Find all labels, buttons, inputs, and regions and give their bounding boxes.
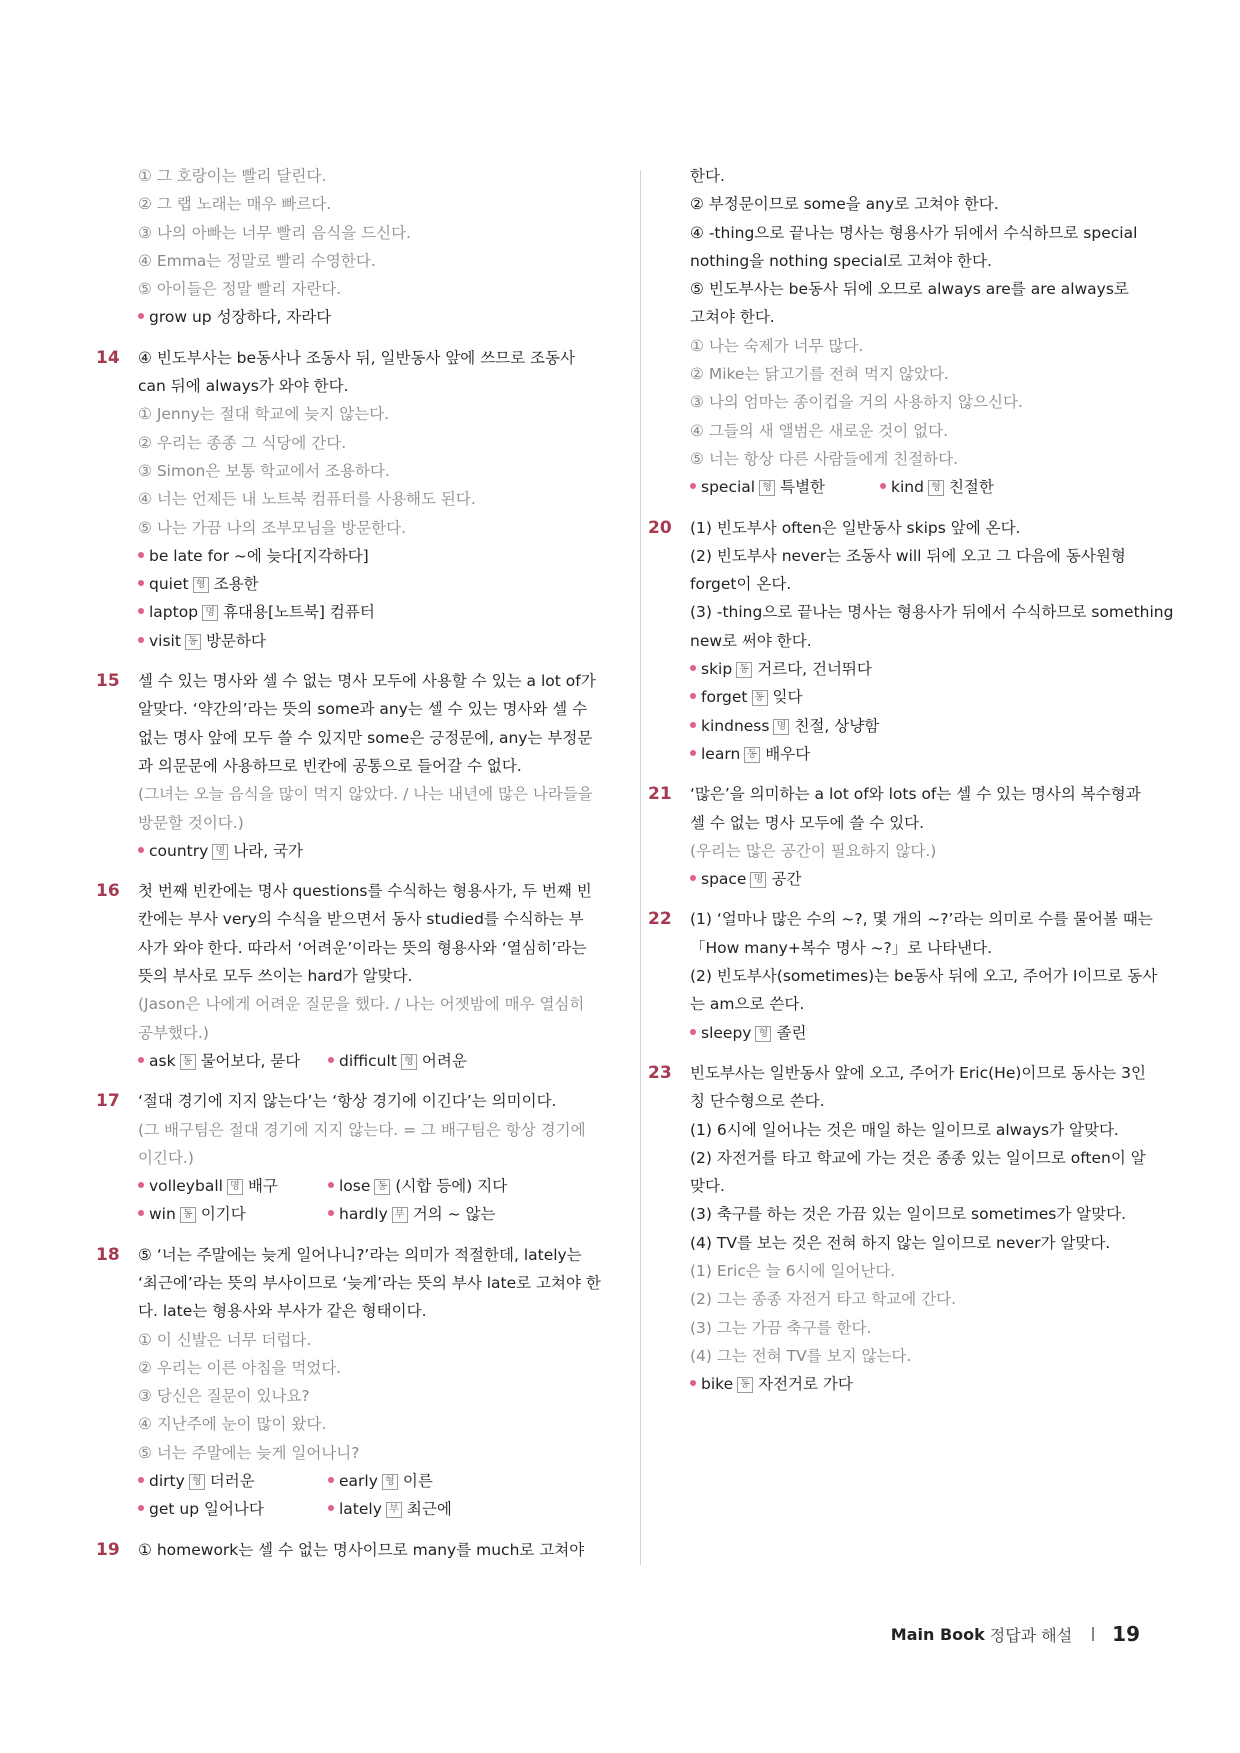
vocab-item	[328, 1200, 518, 1228]
explanation-line: 「How many+복수 명사 ~?」로 나타낸다.	[690, 938, 993, 957]
question-number: 14	[96, 347, 120, 368]
bullet-icon	[690, 483, 696, 489]
explanation-line: ‘최근에’라는 뜻의 부사이므로 ‘늦게’라는 뜻의 부사 late로 고쳐야 한	[138, 1273, 601, 1292]
vocab-meaning: (시합 등에) 지다	[395, 1177, 508, 1196]
question-19-continued	[690, 162, 1136, 502]
vocab-item	[138, 1172, 328, 1200]
vocab-meaning: 어려운	[421, 1051, 467, 1070]
bullet-icon	[690, 875, 696, 881]
vocab-item	[328, 1467, 518, 1495]
footer-separator	[1092, 1627, 1094, 1641]
vocab-word: special	[701, 478, 756, 497]
translation-line: ④ 너는 언제든 내 노트북 컴퓨터를 사용해도 된다.	[138, 490, 476, 509]
explanation-line: 칭 단수형으로 쓴다.	[690, 1092, 825, 1111]
vocab-meaning: 나라, 국가	[233, 841, 304, 860]
vocab-word: lose	[339, 1177, 371, 1196]
translation-line: ④ 그들의 새 앨범은 새로운 것이 없다.	[690, 421, 949, 440]
explanation-text: ⑤ ‘너는 주말에는 늦게 일어나니?’라는 의미가 적절한데, lately는	[138, 1245, 582, 1264]
explanation-line: 뜻의 부사로 모두 쓰이는 hard가 알맞다.	[138, 967, 413, 986]
vocab-word: lately	[339, 1500, 382, 1519]
bullet-icon	[138, 1210, 144, 1216]
explanation-line: 없는 명사 앞에 모두 쓸 수 있지만 some은 긍정문에, any는 부정문	[138, 728, 593, 747]
translation-line: ① 그 호랑이는 빨리 달린다.	[138, 167, 327, 185]
vocab-item	[138, 627, 616, 655]
footer-subtitle: 정답과 해설	[989, 1625, 1073, 1645]
vocab-item	[690, 865, 1136, 893]
translation-line: ⑤ 나는 가끔 나의 조부모님을 방문한다.	[138, 518, 407, 537]
explanation-line	[96, 667, 616, 695]
explanation-line: 셀 수 없는 명사 모두에 쓸 수 있다.	[690, 813, 925, 832]
vocab-item	[690, 1019, 1136, 1047]
question-15	[96, 667, 616, 865]
bullet-icon	[138, 1057, 144, 1063]
bullet-icon	[690, 750, 696, 756]
vocab-item	[138, 570, 616, 598]
question-number: 17	[96, 1091, 120, 1112]
bullet-icon	[138, 552, 144, 558]
vocab-item	[328, 1495, 518, 1523]
vocab-meaning: 잊다	[772, 688, 803, 707]
explanation-line: (1) 6시에 일어나는 것은 매일 하는 일이므로 always가 알맞다.	[690, 1120, 1119, 1139]
vocab-meaning: 조용한	[213, 575, 259, 594]
vocab-word: ask	[149, 1051, 176, 1070]
question-18	[96, 1241, 616, 1524]
translation-line: (3) 그는 가끔 축구를 한다.	[690, 1318, 872, 1337]
vocab-meaning: 이기다	[200, 1205, 246, 1224]
translation-line: ④ 지난주에 눈이 많이 왔다.	[138, 1415, 327, 1434]
vocab-meaning: 친절한	[948, 478, 994, 497]
page-number: 19	[1112, 1622, 1140, 1646]
vocab-item	[138, 1200, 328, 1228]
translation-line: ③ 나의 아빠는 너무 빨리 음식을 드신다.	[138, 223, 411, 242]
translation-line: ④ Emma는 정말로 빨리 수영한다.	[138, 251, 376, 270]
question-22	[648, 905, 1158, 1046]
vocab-word: skip	[701, 660, 733, 679]
vocab-item	[138, 598, 616, 626]
column-divider	[640, 170, 641, 1565]
explanation-line: nothing을 nothing special로 고쳐야 한다.	[690, 251, 992, 270]
vocab-item	[138, 1467, 328, 1495]
question-number: 21	[648, 784, 672, 805]
left-column	[96, 162, 616, 1564]
question-number: 16	[96, 881, 120, 902]
translation-line: ② 우리는 종종 그 식당에 간다.	[138, 433, 347, 452]
part-of-speech-badge: 명	[227, 1179, 243, 1195]
vocab-row	[138, 1200, 616, 1228]
explanation-line: new로 써야 한다.	[690, 631, 812, 650]
vocab-item	[328, 1047, 518, 1075]
translation-line: ② 그 랩 노래는 매우 빠르다.	[138, 195, 332, 214]
translation-line: (2) 그는 종종 자전거 타고 학교에 간다.	[690, 1290, 957, 1309]
vocab-meaning: 최근에	[406, 1500, 452, 1519]
part-of-speech-badge: 동	[736, 662, 752, 678]
explanation-line: 사가 와야 한다. 따라서 ‘어려운’이라는 뜻의 형용사와 ‘열심히’라는	[138, 938, 587, 957]
explanation-line: ④ -thing으로 끝나는 명사는 형용사가 뒤에서 수식하므로 special	[690, 223, 1138, 242]
translation-line: 공부했다.)	[138, 1023, 209, 1042]
translation-line: ⑤ 너는 주말에는 늦게 일어나니?	[138, 1443, 360, 1462]
part-of-speech-badge: 동	[185, 634, 201, 650]
part-of-speech-badge: 형	[759, 480, 775, 496]
part-of-speech-badge: 부	[386, 1502, 402, 1518]
explanation-line: 칸에는 부사 very의 수식을 받으면서 동사 studied를 수식하는 부	[138, 910, 584, 929]
explanation-line: 다. late는 형용사와 부사가 같은 형태이다.	[138, 1302, 427, 1321]
translation-line: ① 나는 숙제가 너무 많다.	[690, 336, 864, 355]
question-14	[96, 344, 616, 655]
explanation-line: (2) 빈도부사(sometimes)는 be동사 뒤에 오고, 주어가 I이므로 동사	[690, 967, 1158, 986]
vocab-word: dirty	[149, 1472, 185, 1491]
part-of-speech-badge: 동	[752, 690, 768, 706]
part-of-speech-badge: 동	[744, 747, 760, 763]
translation-line: (Jason은 나에게 어려운 질문을 했다. / 나는 어젯밤에 매우 열심히	[138, 995, 585, 1014]
bullet-icon	[690, 1380, 696, 1386]
vocab-item	[690, 712, 1136, 740]
translation-line: ③ Simon은 보통 학교에서 조용하다.	[138, 461, 390, 480]
vocab-word: get up	[149, 1500, 200, 1519]
explanation-text: ‘절대 경기에 지지 않는다’는 ‘항상 경기에 이긴다’는 의미이다.	[138, 1092, 557, 1111]
explanation-text: 첫 번째 빈칸에는 명사 questions를 수식하는 형용사가, 두 번째 빈	[138, 882, 592, 901]
vocab-item	[690, 1370, 1136, 1398]
vocab-word: grow up	[149, 308, 212, 327]
question-23	[648, 1059, 1146, 1399]
question-17	[96, 1087, 616, 1228]
part-of-speech-badge: 명	[212, 844, 228, 860]
explanation-text: 셀 수 있는 명사와 셀 수 없는 명사 모두에 사용할 수 있는 a lot of가	[138, 672, 596, 691]
question-number: 20	[648, 517, 672, 538]
explanation-line	[648, 905, 1153, 933]
part-of-speech-badge: 형	[401, 1054, 417, 1070]
question-21	[648, 780, 1141, 893]
vocab-row	[138, 1495, 616, 1523]
explanation-line	[648, 780, 1141, 808]
vocab-meaning: 더러운	[209, 1472, 255, 1491]
translation-line: ③ 나의 엄마는 종이컵을 거의 사용하지 않으신다.	[690, 393, 1023, 412]
bullet-icon	[138, 1182, 144, 1188]
page-footer	[891, 1622, 1140, 1646]
vocab-row	[690, 473, 1136, 501]
vocab-word: laptop	[149, 603, 199, 622]
vocab-meaning: 배구	[247, 1177, 278, 1196]
question-16	[96, 877, 616, 1075]
vocab-word: hardly	[339, 1205, 388, 1224]
bullet-icon	[328, 1210, 334, 1216]
explanation-line	[96, 877, 616, 905]
explanation-line: 는 am으로 쓴다.	[690, 995, 805, 1014]
bullet-icon	[138, 1505, 144, 1511]
vocab-item	[690, 473, 880, 501]
right-column	[648, 162, 1174, 1398]
vocab-meaning: 방문하다	[205, 631, 266, 650]
vocab-word: learn	[701, 744, 741, 763]
vocab-word: kind	[891, 478, 924, 497]
vocab-meaning: 특별한	[780, 478, 826, 497]
vocab-item	[138, 303, 616, 331]
vocab-item	[138, 837, 616, 865]
footer-book-title: Main Book	[890, 1624, 985, 1644]
bullet-icon	[690, 722, 696, 728]
translation-line: (1) Eric은 늘 6시에 일어난다.	[690, 1261, 896, 1280]
explanation-line	[96, 1536, 616, 1564]
vocab-word: sleepy	[701, 1023, 752, 1042]
bullet-icon	[328, 1182, 334, 1188]
vocab-word: be late for ~	[149, 546, 247, 565]
vocab-word: space	[701, 870, 747, 889]
explanation-line: (4) TV를 보는 것은 전혀 하지 않는 일이므로 never가 알맞다.	[690, 1233, 1111, 1252]
bullet-icon	[690, 665, 696, 671]
bullet-icon	[690, 693, 696, 699]
part-of-speech-badge: 명	[202, 605, 218, 621]
vocab-item	[138, 1495, 328, 1523]
part-of-speech-badge: 명	[773, 719, 789, 735]
vocab-meaning: 물어보다, 묻다	[200, 1051, 301, 1070]
translation-line: ⑤ 너는 항상 다른 사람들에게 친절하다.	[690, 449, 959, 468]
question-20	[648, 514, 1174, 769]
vocab-item	[690, 740, 1136, 768]
explanation-line: (2) 자전거를 타고 학교에 가는 것은 종종 있는 일이므로 often이 알	[690, 1148, 1146, 1167]
explanation-text: (1) 빈도부사 often은 일반동사 skips 앞에 온다.	[690, 518, 1021, 537]
vocab-row	[138, 1047, 616, 1075]
vocab-meaning: 배우다	[765, 744, 811, 763]
vocab-meaning: 일어나다	[203, 1500, 264, 1519]
translation-line: ⑤ 아이들은 정말 빨리 자란다.	[138, 280, 342, 299]
vocab-meaning: 졸린	[776, 1023, 807, 1042]
vocab-meaning: 거르다, 건너뛰다	[757, 660, 872, 679]
explanation-text: ④ 빈도부사는 be동사나 조동사 뒤, 일반동사 앞에 쓰므로 조동사	[138, 348, 575, 367]
vocab-word: bike	[701, 1375, 734, 1394]
block-13-continued	[138, 162, 616, 332]
explanation-text: ‘많은’을 의미하는 a lot of와 lots of는 셀 수 있는 명사의 복수형과	[690, 785, 1141, 804]
explanation-line: can 뒤에 always가 와야 한다.	[138, 377, 349, 396]
part-of-speech-badge: 명	[750, 872, 766, 888]
explanation-line: 과 의문문에 사용하므로 빈칸에 공통으로 들어갈 수 없다.	[138, 756, 522, 775]
translation-line: ① Jenny는 절대 학교에 늦지 않는다.	[138, 405, 390, 424]
explanation-line: 고쳐야 한다.	[690, 308, 775, 327]
bullet-icon	[138, 637, 144, 643]
vocab-item	[690, 655, 1136, 683]
translation-line: (우리는 많은 공간이 필요하지 않다.)	[690, 841, 937, 860]
question-19	[96, 1536, 616, 1564]
vocab-item	[328, 1172, 518, 1200]
vocab-meaning: 자전거로 가다	[758, 1375, 853, 1394]
part-of-speech-badge: 부	[392, 1207, 408, 1223]
question-number: 18	[96, 1244, 120, 1265]
part-of-speech-badge: 형	[755, 1026, 771, 1042]
explanation-text: ① homework는 셀 수 없는 명사이므로 many를 much로 고쳐야	[138, 1540, 585, 1559]
vocab-word: early	[339, 1472, 378, 1491]
translation-line: ② 우리는 이른 아침을 먹었다.	[138, 1358, 342, 1377]
bullet-icon	[328, 1477, 334, 1483]
explanation-line	[648, 1059, 1146, 1087]
translation-line: ③ 당신은 질문이 있나요?	[138, 1387, 310, 1406]
translation-line: ① 이 신발은 너무 더럽다.	[138, 1330, 312, 1349]
part-of-speech-badge: 동	[180, 1207, 196, 1223]
bullet-icon	[138, 1477, 144, 1483]
question-number: 19	[96, 1539, 120, 1560]
explanation-line: (3) 축구를 하는 것은 가끔 있는 일이므로 sometimes가 알맞다.	[690, 1205, 1127, 1224]
explanation-text: 빈도부사는 일반동사 앞에 오고, 주어가 Eric(He)이므로 동사는 3인	[690, 1063, 1146, 1082]
bullet-icon	[138, 847, 144, 853]
explanation-text: (1) ‘얼마나 많은 수의 ~?, 몇 개의 ~?’라는 의미로 수를 물어볼 때는	[690, 910, 1153, 929]
vocab-row	[138, 1172, 616, 1200]
explanation-line: (2) 빈도부사 never는 조동사 will 뒤에 오고 그 다음에 동사원형	[690, 546, 1126, 565]
bullet-icon	[328, 1057, 334, 1063]
part-of-speech-badge: 동	[180, 1054, 196, 1070]
explanation-line: (3) -thing으로 끝나는 명사는 형용사가 뒤에서 수식하므로 something	[690, 603, 1174, 622]
vocab-item	[880, 473, 1070, 501]
translation-line: 방문할 것이다.)	[138, 813, 244, 832]
translation-line: (그 배구팀은 절대 경기에 지지 않는다. = 그 배구팀은 항상 경기에	[138, 1120, 586, 1139]
vocab-meaning: 이른	[402, 1472, 433, 1491]
translation-line: 이긴다.)	[138, 1148, 194, 1167]
explanation-line: forget이 온다.	[690, 575, 792, 594]
vocab-item	[138, 542, 616, 570]
explanation-line: ② 부정문이므로 some을 any로 고쳐야 한다.	[690, 195, 999, 214]
part-of-speech-badge: 형	[189, 1474, 205, 1490]
vocab-item	[690, 683, 1136, 711]
explanation-line: ⑤ 빈도부사는 be동사 뒤에 오므로 always are를 are always로	[690, 280, 1129, 299]
explanation-line	[648, 514, 1136, 542]
bullet-icon	[880, 483, 886, 489]
part-of-speech-badge: 형	[382, 1474, 398, 1490]
vocab-meaning: 휴대용[노트북] 컴퓨터	[223, 603, 375, 622]
vocab-meaning: 에 늦다[지각하다]	[246, 546, 369, 565]
explanation-line: 알맞다. ‘약간의’라는 뜻의 some과 any는 셀 수 있는 명사와 셀 수	[138, 700, 588, 719]
part-of-speech-badge: 형	[928, 480, 944, 496]
translation-line: (4) 그는 전혀 TV를 보지 않는다.	[690, 1346, 912, 1365]
explanation-line	[96, 1241, 616, 1269]
question-number: 22	[648, 909, 672, 930]
vocab-word: win	[149, 1205, 176, 1224]
part-of-speech-badge: 동	[737, 1377, 753, 1393]
bullet-icon	[138, 608, 144, 614]
explanation-line: 한다.	[690, 167, 725, 185]
bullet-icon	[690, 1029, 696, 1035]
vocab-row	[138, 1467, 616, 1495]
explanation-line	[96, 1087, 616, 1115]
question-number: 23	[648, 1062, 672, 1083]
vocab-word: quiet	[149, 575, 189, 594]
vocab-word: kindness	[701, 716, 770, 735]
vocab-meaning: 거의 ~ 않는	[412, 1205, 496, 1224]
explanation-line: 맞다.	[690, 1177, 725, 1196]
question-number: 15	[96, 671, 120, 692]
vocab-meaning: 성장하다, 자라다	[216, 308, 332, 327]
bullet-icon	[328, 1505, 334, 1511]
vocab-word: forget	[701, 688, 748, 707]
translation-line: ② Mike는 닭고기를 전혀 먹지 않았다.	[690, 365, 949, 384]
translation-line: (그녀는 오늘 음식을 많이 먹지 않았다. / 나는 내년에 많은 나라들을	[138, 785, 593, 804]
explanation-line	[96, 344, 616, 372]
vocab-meaning: 공간	[771, 870, 802, 889]
vocab-word: difficult	[339, 1051, 397, 1070]
part-of-speech-badge: 동	[374, 1179, 390, 1195]
vocab-item	[138, 1047, 328, 1075]
vocab-word: volleyball	[149, 1177, 223, 1196]
bullet-icon	[138, 313, 144, 319]
vocab-meaning: 친절, 상냥함	[794, 716, 880, 735]
vocab-word: visit	[149, 631, 181, 650]
part-of-speech-badge: 형	[193, 577, 209, 593]
vocab-word: country	[149, 841, 209, 860]
bullet-icon	[138, 580, 144, 586]
